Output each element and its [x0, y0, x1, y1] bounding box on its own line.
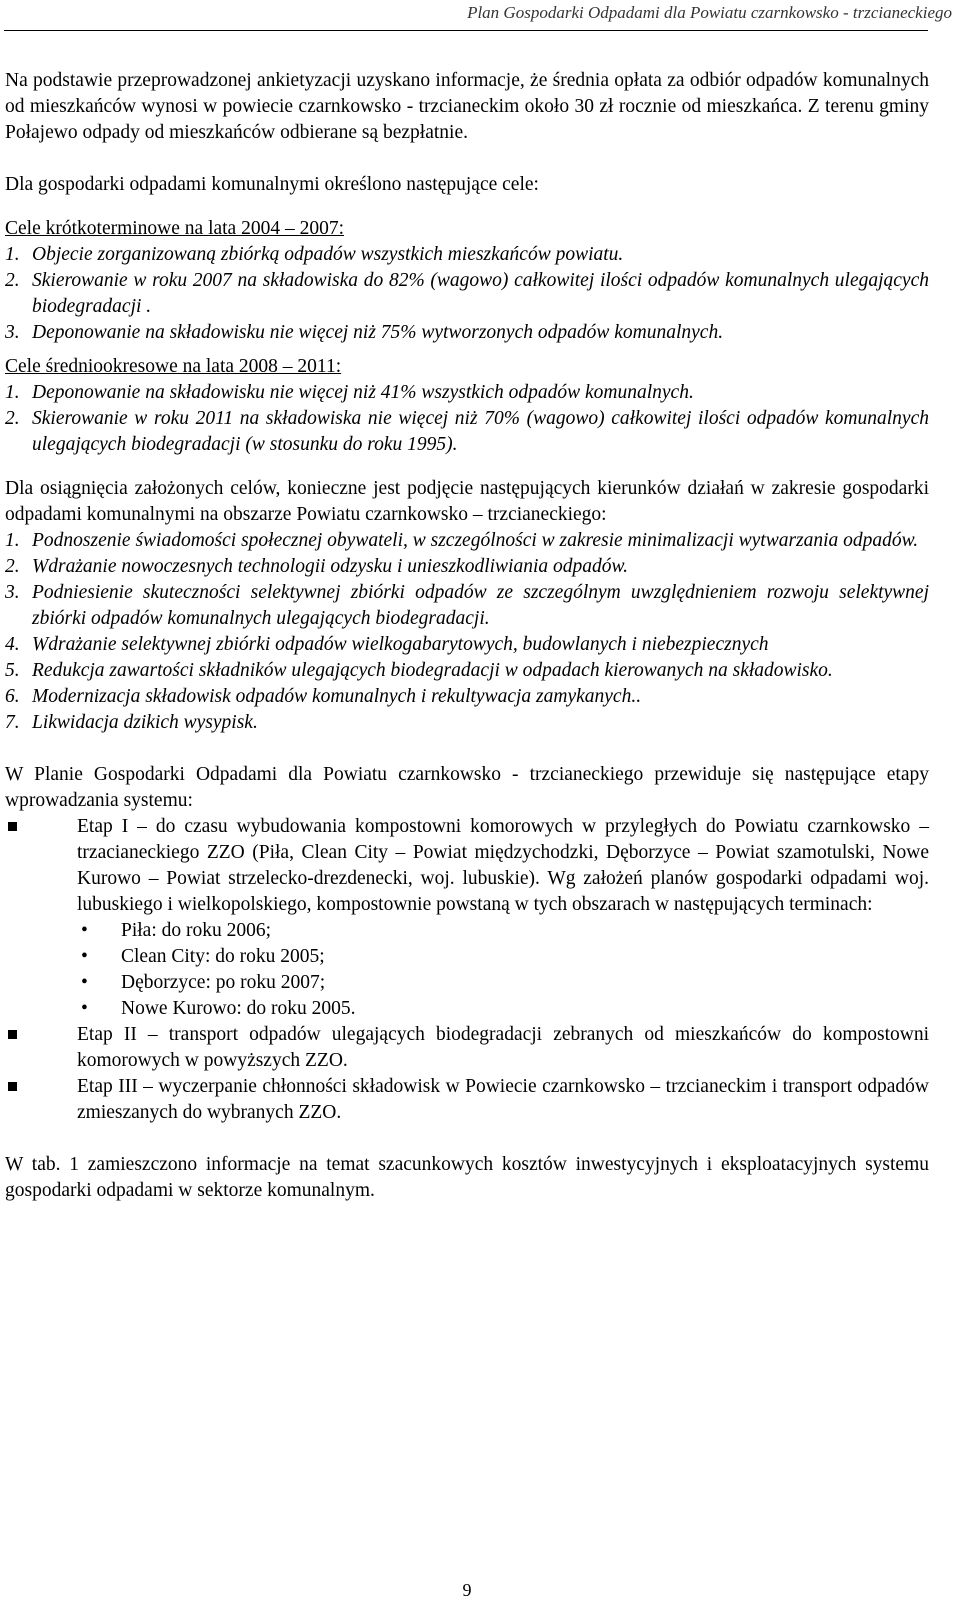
list-item: Etap II – transport odpadów ulegających biodegradacji zebranych od mieszkańców do kompostowni komorowych w powyższych ZZO. — [5, 1022, 929, 1074]
list-item: • Nowe Kurowo: do roku 2005. — [5, 996, 929, 1022]
running-header: Plan Gospodarki Odpadami dla Powiatu czarnkowsko - trzcianeckiego — [467, 3, 952, 22]
square-bullet-icon — [5, 1074, 77, 1126]
list-item: 3. Podniesienie skuteczności selektywnej zbiórki odpadów ze szczególnym uwzględnieniem rozwoju selektywnej zbiórki odpadów komunalnych ulegających biodegradacji. — [5, 582, 929, 629]
mid-term-goals-heading: Cele średniookresowe na lata 2008 – 2011: — [5, 356, 342, 377]
list-item: 2. Skierowanie w roku 2011 na składowiska nie więcej niż 70% (wagowo) całkowitej ilości odpadów komunalnych ulegających biodegradacji (w stosunku do roku 1995). — [5, 408, 929, 455]
list-item: Etap I – do czasu wybudowania kompostowni komorowych w przyległych do Powiatu czarnkowsko – trzacianeckiego ZZO (Piła, Clean City – Powiat międzychodzki, Dęborzyce – Powiat szamotulski, Nowe Kurowo – Powiat strzelecko-drezdenecki, woj. lubuskie). Wg założeń planów gospodarki odpadami woj. lubuskiego i wielkopolskiego, kompostownie powstaną w tych obszarach w następujących terminach: — [5, 814, 929, 918]
paragraph-stages-intro: W Planie Gospodarki Odpadami dla Powiatu czarnkowsko - trzcianeckiego przewiduje się następujące etapy wprowadzania systemu: — [5, 764, 929, 811]
paragraph-costs: W tab. 1 zamieszczono informacje na temat szacunkowych kosztów inwestycyjnych i eksploatacyjnych systemu gospodarki odpadami w sektorze komunalnym. — [5, 1154, 929, 1201]
list-item: 2. Wdrażanie nowoczesnych technologii odzysku i unieszkodliwiania odpadów. — [5, 556, 628, 577]
paragraph-goals-intro: Dla gospodarki odpadami komunalnymi określono następujące cele: — [5, 174, 539, 195]
square-bullet-icon — [5, 1022, 77, 1074]
list-item: 1. Deponowanie na składowisku nie więcej niż 41% wszystkich odpadów komunalnych. — [5, 382, 694, 403]
list-item: • Piła: do roku 2006; — [5, 918, 929, 944]
square-bullet-icon — [5, 814, 77, 918]
paragraph-directions-intro: Dla osiągnięcia założonych celów, konieczne jest podjęcie następujących kierunków działań w zakresie gospodarki odpadami komunalnymi na obszarze Powiatu czarnkowsko – trzcianeckiego: — [5, 478, 929, 525]
list-item: 1. Podnoszenie świadomości społecznej obywateli, w szczególności w zakresie minimalizacji wytwarzania odpadów. — [5, 530, 919, 551]
list-item: Etap III – wyczerpanie chłonności składowisk w Powiecie czarnkowsko – trzcianeckim i transport odpadów zmieszanych do wybranych ZZO. — [5, 1074, 929, 1126]
bullet-icon: • — [81, 920, 88, 941]
page-number: 9 — [462, 1580, 472, 1600]
list-item: 5. Redukcja zawartości składników ulegających biodegradacji w odpadach kierowanych na składowisko. — [5, 660, 833, 681]
bullet-icon: • — [81, 946, 88, 967]
list-item: 1. Objecie zorganizowaną zbiórką odpadów wszystkich mieszkańców powiatu. — [5, 244, 624, 265]
list-item: • Clean City: do roku 2005; — [5, 944, 929, 970]
header-rule — [4, 30, 928, 31]
list-item: 6. Modernizacja składowisk odpadów komunalnych i rekultywacja zamykanych.. — [5, 686, 642, 707]
list-item: 3. Deponowanie na składowisku nie więcej niż 75% wytworzonych odpadów komunalnych. — [5, 322, 724, 343]
bullet-icon: • — [81, 972, 88, 993]
bullet-icon: • — [81, 998, 88, 1019]
list-item: • Dęborzyce: po roku 2007; — [5, 970, 929, 996]
short-term-goals-heading: Cele krótkoterminowe na lata 2004 – 2007: — [5, 218, 345, 239]
list-item: 7. Likwidacja dzikich wysypisk. — [5, 712, 258, 733]
list-item: 4. Wdrażanie selektywnej zbiórki odpadów wielkogabarytowych, budowlanych i niebezpiecznych — [5, 634, 769, 655]
list-item: 2. Skierowanie w roku 2007 na składowiska do 82% (wagowo) całkowitej ilości odpadów komunalnych ulegających biodegradacji . — [5, 270, 929, 317]
paragraph-fees: Na podstawie przeprowadzonej ankietyzacji uzyskano informacje, że średnia opłata za odbiór odpadów komunalnych od mieszkańców wynosi w powiecie czarnkowsko - trzcianeckim około 30 zł rocznie od mieszkańca. Z terenu gminy Połajewo odpady od mieszkańców odbierane są bezpłatnie. — [5, 70, 929, 143]
page-body — [5, 68, 929, 1204]
